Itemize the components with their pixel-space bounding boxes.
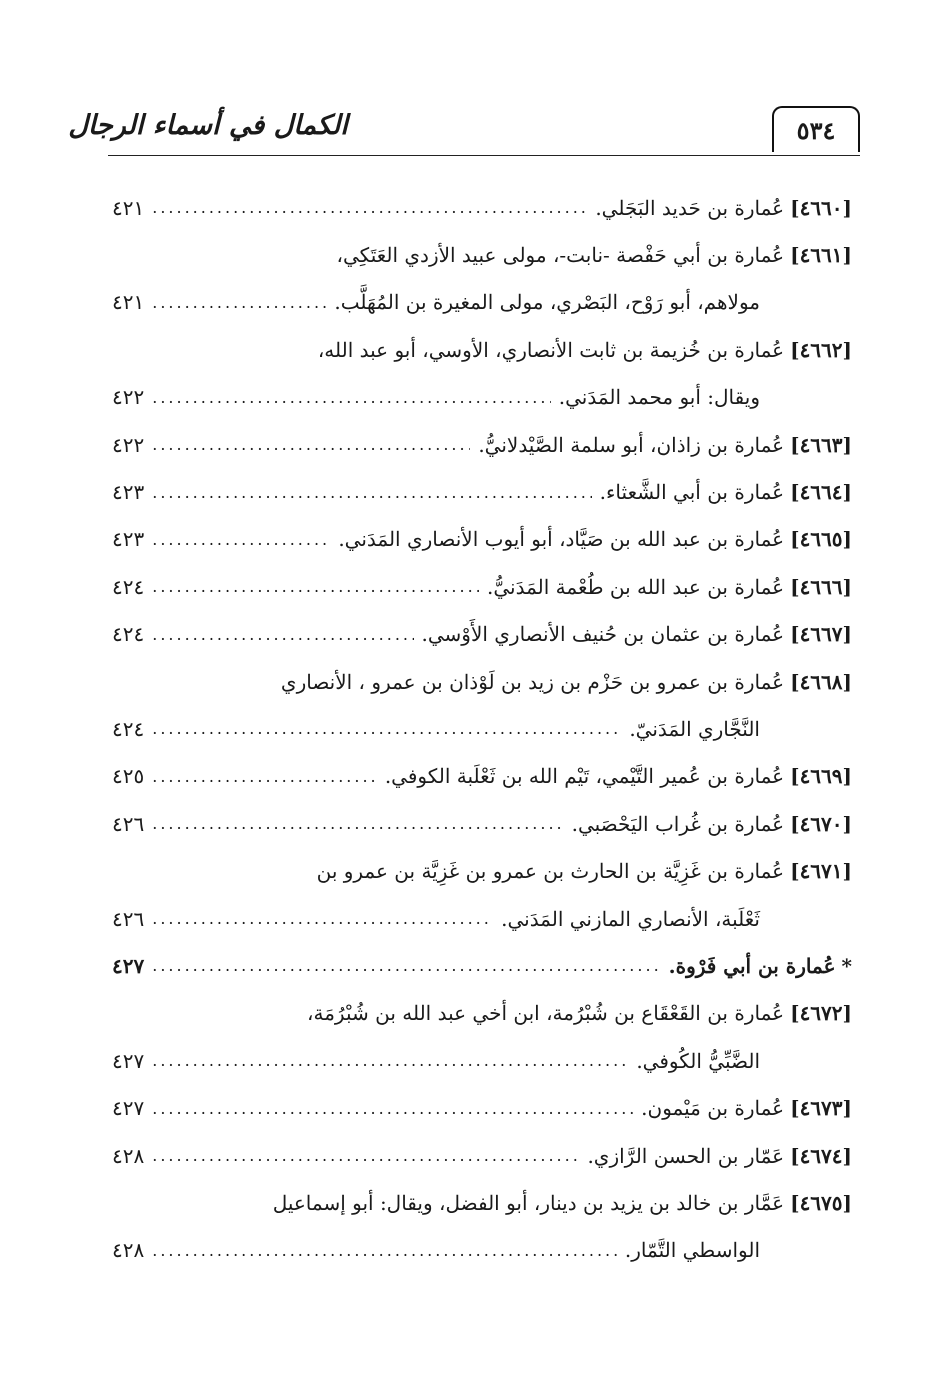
page-reference: ٤٢٧ xyxy=(112,1096,145,1121)
entry-number: [٤٦٦١] xyxy=(790,243,852,268)
dot-leader xyxy=(152,293,326,312)
entry-text: النَّجَّاري المَدَنيّ. xyxy=(629,716,760,741)
entry-text: عُمارة بن أبي الشَّعثاء. xyxy=(599,480,785,505)
entry-number: [٤٦٧٥] xyxy=(790,1190,852,1215)
entry-number: [٤٦٦٨] xyxy=(790,669,852,694)
entry-text: عُمارة بن غَزِيَّة بن الحارث بن عمرو بن غَزِيَّة بن عمرو بن xyxy=(316,859,785,884)
entry-number: [٤٦٦٠] xyxy=(790,195,852,220)
entry-number: [٤٦٦٥] xyxy=(790,527,852,552)
index-entry xyxy=(112,184,852,231)
entry-text: ويقال: أبو محمد المَدَني. xyxy=(558,385,760,410)
dot-leader xyxy=(152,388,551,407)
entry-text: عُمارة بن أبي فَرْوة. xyxy=(668,953,836,978)
index-entry xyxy=(112,800,852,847)
page-reference: ٤٢٨ xyxy=(112,1143,145,1168)
index-entry xyxy=(112,990,852,1037)
entry-number: [٤٦٧٤] xyxy=(790,1143,852,1168)
page-number: ٥٣٤ xyxy=(772,106,860,152)
entry-number: [٤٦٦٣] xyxy=(790,432,852,457)
entry-text: عُمارة بن القَعْقَاع بن شُبْرُمة، ابن أخي عبد الله بن شُبْرُمَة، xyxy=(307,1001,785,1026)
index-entry xyxy=(112,468,852,515)
index-entry xyxy=(112,231,852,278)
index-entry-continuation xyxy=(112,374,852,421)
index-entry-continuation xyxy=(112,895,852,942)
index-entry xyxy=(112,1132,852,1179)
entry-text: عُمارة بن غُراب اليَحْصَبي. xyxy=(571,811,785,836)
index-entry xyxy=(112,1084,852,1131)
page-reference: ٤٢٨ xyxy=(112,1238,145,1263)
entry-text: عُمارة بن عُمير التَّيْمي، تَيْم الله بن ثَعْلَبة الكوفي. xyxy=(384,764,785,789)
entry-number: [٤٦٧١] xyxy=(790,859,852,884)
entry-text: الضَّبِّيُّ الكُوفي. xyxy=(636,1048,760,1073)
page-reference: ٤٢٢ xyxy=(112,432,145,457)
page-reference: ٤٢٣ xyxy=(112,480,145,505)
index-entry xyxy=(112,753,852,800)
entry-number: [٤٦٦٩] xyxy=(790,764,852,789)
page-reference: ٤٢٦ xyxy=(112,811,145,836)
entry-text: عُمارة بن مَيْمون. xyxy=(641,1096,785,1121)
dot-leader xyxy=(152,719,621,738)
entry-text: ثَعْلَبة، الأنصاري المازني المَدَني. xyxy=(501,906,760,931)
page-reference: ٤٢٦ xyxy=(112,906,145,931)
dot-leader xyxy=(152,909,493,928)
book-title: الكمال في أسماء الرجال xyxy=(68,109,348,141)
entry-text: عُمارة بن خُزيمة بن ثابت الأنصاري، الأوسي، أبو عبد الله، xyxy=(317,337,785,362)
index-entry xyxy=(112,563,852,610)
dot-leader xyxy=(152,435,470,454)
index-entry xyxy=(112,516,852,563)
page-reference: ٤٢٧ xyxy=(112,1048,145,1073)
entry-text: عُمارة بن عمرو بن حَزْم بن زيد بن لَوْذان بن عمرو ، الأنصاري xyxy=(280,669,785,694)
page-reference: ٤٢١ xyxy=(112,195,145,220)
page-reference: ٤٢٧ xyxy=(112,953,145,978)
page-header xyxy=(68,96,860,156)
page-reference: ٤٢٤ xyxy=(112,574,145,599)
entry-text: عُمارة بن زاذان، أبو سلمة الصَّيْدلانيُّ. xyxy=(478,432,785,457)
index-entry-continuation xyxy=(112,1227,852,1274)
header-divider xyxy=(108,155,860,156)
page-reference: ٤٢٥ xyxy=(112,764,145,789)
entry-number: [٤٦٧٣] xyxy=(790,1096,852,1121)
entry-text: عُمارة بن عبد الله بن طُعْمة المَدَنيُّ. xyxy=(487,574,785,599)
dot-leader xyxy=(152,483,591,502)
page-reference: ٤٢٤ xyxy=(112,622,145,647)
entry-text: عُمارة بن عثمان بن حُنيف الأنصاري الأَوْسي. xyxy=(421,622,785,647)
entry-text: عُمارة بن أبي حَفْصة -نابت-، مولى عبيد الأزدي العَتَكِي، xyxy=(336,243,785,268)
dot-leader xyxy=(152,625,413,644)
entry-text: عُمارة بن عبد الله بن صَيَّاد، أبو أيوب الأنصاري المَدَني. xyxy=(338,527,785,552)
dot-leader xyxy=(152,1051,628,1070)
index-entry xyxy=(112,1179,852,1226)
index-entry xyxy=(112,847,852,894)
dot-leader xyxy=(152,814,563,833)
entry-number: [٤٦٦٤] xyxy=(790,480,852,505)
entry-text: عَمَّار بن خالد بن يزيد بن دينار، أبو الفضل، ويقال: أبو إسماعيل xyxy=(272,1190,785,1215)
entry-text: الواسطي التَّمّار. xyxy=(624,1238,760,1263)
dot-leader xyxy=(152,198,587,217)
page-reference: ٤٢٢ xyxy=(112,385,145,410)
entry-number: [٤٦٦٦] xyxy=(790,574,852,599)
index-entry xyxy=(112,421,852,468)
entry-number: [٤٦٧٠] xyxy=(790,811,852,836)
index-entry xyxy=(112,326,852,373)
index-entry xyxy=(112,942,852,989)
entry-text: عَمّار بن الحسن الرَّازي. xyxy=(587,1143,785,1168)
index-entry-continuation xyxy=(112,1037,852,1084)
index-entry-continuation xyxy=(112,279,852,326)
index-entries-list xyxy=(112,184,852,1274)
dot-leader xyxy=(152,1099,633,1118)
entry-text: مولاهم، أبو رَوْح، البَصْري، مولى المغيرة بن المُهَلَّب. xyxy=(334,290,760,315)
star-marker: * xyxy=(841,953,852,978)
dot-leader xyxy=(152,530,330,549)
dot-leader xyxy=(152,1241,617,1260)
dot-leader xyxy=(152,767,377,786)
entry-number: [٤٦٧٢] xyxy=(790,1001,852,1026)
entry-number: [٤٦٦٧] xyxy=(790,622,852,647)
dot-leader xyxy=(152,577,479,596)
index-entry xyxy=(112,611,852,658)
dot-leader xyxy=(152,956,660,975)
page-reference: ٤٢٣ xyxy=(112,527,145,552)
entry-number: [٤٦٦٢] xyxy=(790,337,852,362)
index-entry xyxy=(112,658,852,705)
index-entry-continuation xyxy=(112,705,852,752)
page-reference: ٤٢٤ xyxy=(112,716,145,741)
dot-leader xyxy=(152,1146,579,1165)
page-reference: ٤٢١ xyxy=(112,290,145,315)
entry-text: عُمارة بن حَديد البَجَلي. xyxy=(595,195,785,220)
